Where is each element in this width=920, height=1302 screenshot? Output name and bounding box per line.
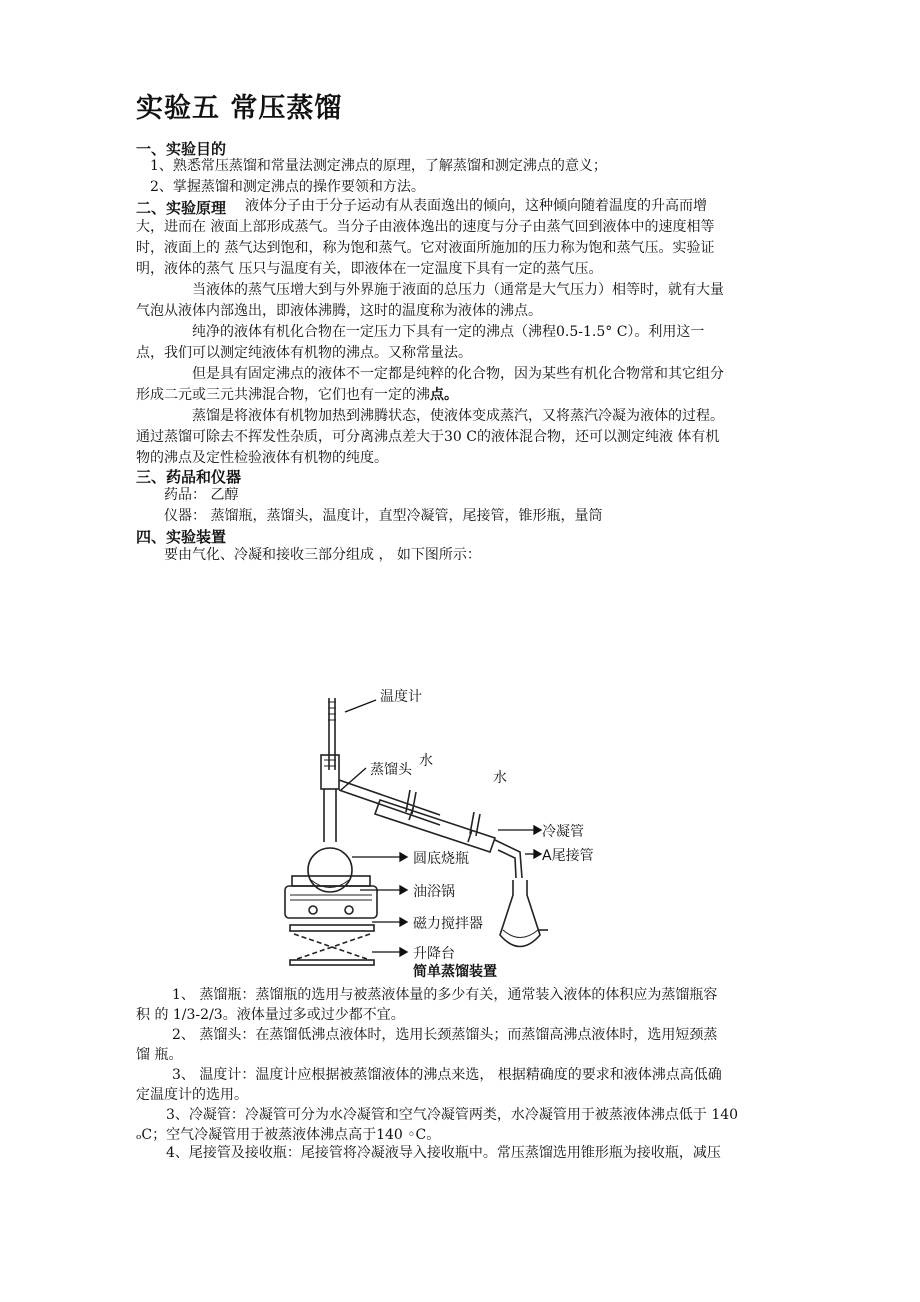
label-thermometer: 温度计 xyxy=(380,689,422,705)
section-heading-apparatus: 四、实验装置 xyxy=(136,528,227,546)
apparatus-intro: 要由气化、冷凝和接收三部分组成 ， 如下图所示： xyxy=(164,547,481,563)
label-adapter: A尾接管 xyxy=(542,848,594,864)
principle-p4-line-2: 形成二元或三元共沸混合物，它们也有一定的沸点。 xyxy=(136,387,458,403)
materials-drug: 药品： 乙醇 xyxy=(164,487,239,503)
condenser-shape xyxy=(375,800,495,852)
label-distillation-head: 蒸馏头 xyxy=(370,762,412,778)
purpose-item-2: 2、掌握蒸馏和测定沸点的操作要领和方法。 xyxy=(150,179,425,195)
label-lab-jack: 升降台 xyxy=(413,946,455,962)
principle-p2-line-1: 当液体的蒸气压增大到与外界施于液面的总压力（通常是大气压力）相等时，就有大量 xyxy=(192,282,724,298)
principle-p4-line-1: 但是具有固定沸点的液体不一定都是纯粹的化合物，因为某些有机化合物常和其它组分 xyxy=(192,366,724,382)
principle-p1-line-4: 明，液体的蒸气 压只与温度有关，即液体在一定温度下具有一定的蒸气压。 xyxy=(136,261,603,277)
note-1-line-1: 1、 蒸馏瓶：蒸馏瓶的选用与被蒸液体量的多少有关，通常装入液体的体积应为蒸馏瓶容 xyxy=(172,987,718,1003)
note-5-line-1: 4、尾接管及接收瓶：尾接管将冷凝液导入接收瓶中。常压蒸馏选用锥形瓶为接收瓶，减压 xyxy=(166,1145,721,1161)
materials-instruments: 仪器： 蒸馏瓶，蒸馏头，温度计，直型冷凝管，尾接管，锥形瓶，量筒 xyxy=(164,508,603,524)
label-round-bottom-flask: 圆底烧瓶 xyxy=(413,851,469,867)
label-water-out: 水 xyxy=(493,770,507,786)
section-heading-materials: 三、药品和仪器 xyxy=(136,468,242,486)
principle-p3-line-2: 点，我们可以测定纯液体有机物的沸点。又称常量法。 xyxy=(136,345,472,361)
label-magnetic-stirrer: 磁力搅拌器 xyxy=(413,916,483,932)
page-title: 实验五 常压蒸馏 xyxy=(136,93,343,124)
note-4-line-2: ₒC；空气冷凝管用于被蒸液体沸点高于140 ◦C。 xyxy=(136,1127,441,1143)
principle-p1-line-3: 时，液面上的 蒸气达到饱和，称为饱和蒸气。它对液面所施加的压力称为饱和蒸气压。实验证 xyxy=(136,240,715,256)
section-heading-purpose: 一、实验目的 xyxy=(136,140,227,158)
note-1-line-2: 积 的 1/3-2/3。液体量过多或过少都不宜。 xyxy=(136,1007,405,1023)
principle-p1-line-2: 大，进而在 液面上部形成蒸气。当分子由液体逸出的速度与分子由蒸气回到液体中的速度相等 xyxy=(136,219,715,235)
principle-p3-line-1: 纯净的液体有机化合物在一定压力下具有一定的沸点（沸程0.5-1.5° C）。利用这一 xyxy=(192,324,705,340)
section-heading-principle: 二、实验原理 xyxy=(136,199,227,217)
principle-p5-line-2: 通过蒸馏可除去不挥发性杂质，可分离沸点差大于30 C的液体混合物，还可以测定纯液 体有机 xyxy=(136,429,720,445)
purpose-item-1: 1、熟悉常压蒸馏和常量法测定沸点的原理，了解蒸馏和测定沸点的意义； xyxy=(150,158,607,174)
label-water-in: 水 xyxy=(419,753,433,769)
stirrer-plate-shape xyxy=(285,886,377,918)
principle-p5-line-3: 物的沸点及定性检验液体有机物的纯度。 xyxy=(136,450,388,466)
lab-jack-shape xyxy=(290,925,374,931)
note-4-line-1: 3、冷凝管：冷凝管可分为水冷凝管和空气冷凝管两类，水冷凝管用于被蒸液体沸点低于 140 xyxy=(166,1107,739,1123)
adapter-shape xyxy=(495,840,522,878)
conical-flask-shape xyxy=(500,880,540,947)
note-3-line-2: 定温度计的选用。 xyxy=(136,1087,248,1103)
label-condenser: 冷凝管 xyxy=(542,824,584,840)
note-3-line-1: 3、 温度计：温度计应根据被蒸馏液体的沸点来选， 根据精确度的要求和液体沸点高低确 xyxy=(172,1067,722,1083)
figure-caption: 简单蒸馏装置 xyxy=(413,964,497,980)
note-2-line-2: 馏 瓶。 xyxy=(136,1047,183,1063)
note-2-line-1: 2、 蒸馏头：在蒸馏低沸点液体时，选用长颈蒸馏头；而蒸馏高沸点液体时，选用短颈蒸 xyxy=(172,1027,718,1043)
principle-p1-line-1: 液体分子由于分子运动有从表面逸出的倾向，这种倾向随着温度的升高而增 xyxy=(245,198,707,214)
distillation-apparatus-figure xyxy=(280,680,620,980)
principle-p2-line-2: 气泡从液体内部逸出，即液体沸腾，这时的温度称为液体的沸点。 xyxy=(136,303,542,319)
label-oil-bath: 油浴锅 xyxy=(413,884,455,900)
thermometer-shape xyxy=(329,698,335,770)
principle-p5-line-1: 蒸馏是将液体有机物加热到沸腾状态，使液体变成蒸汽，又将蒸汽冷凝为液体的过程。 xyxy=(192,408,724,424)
